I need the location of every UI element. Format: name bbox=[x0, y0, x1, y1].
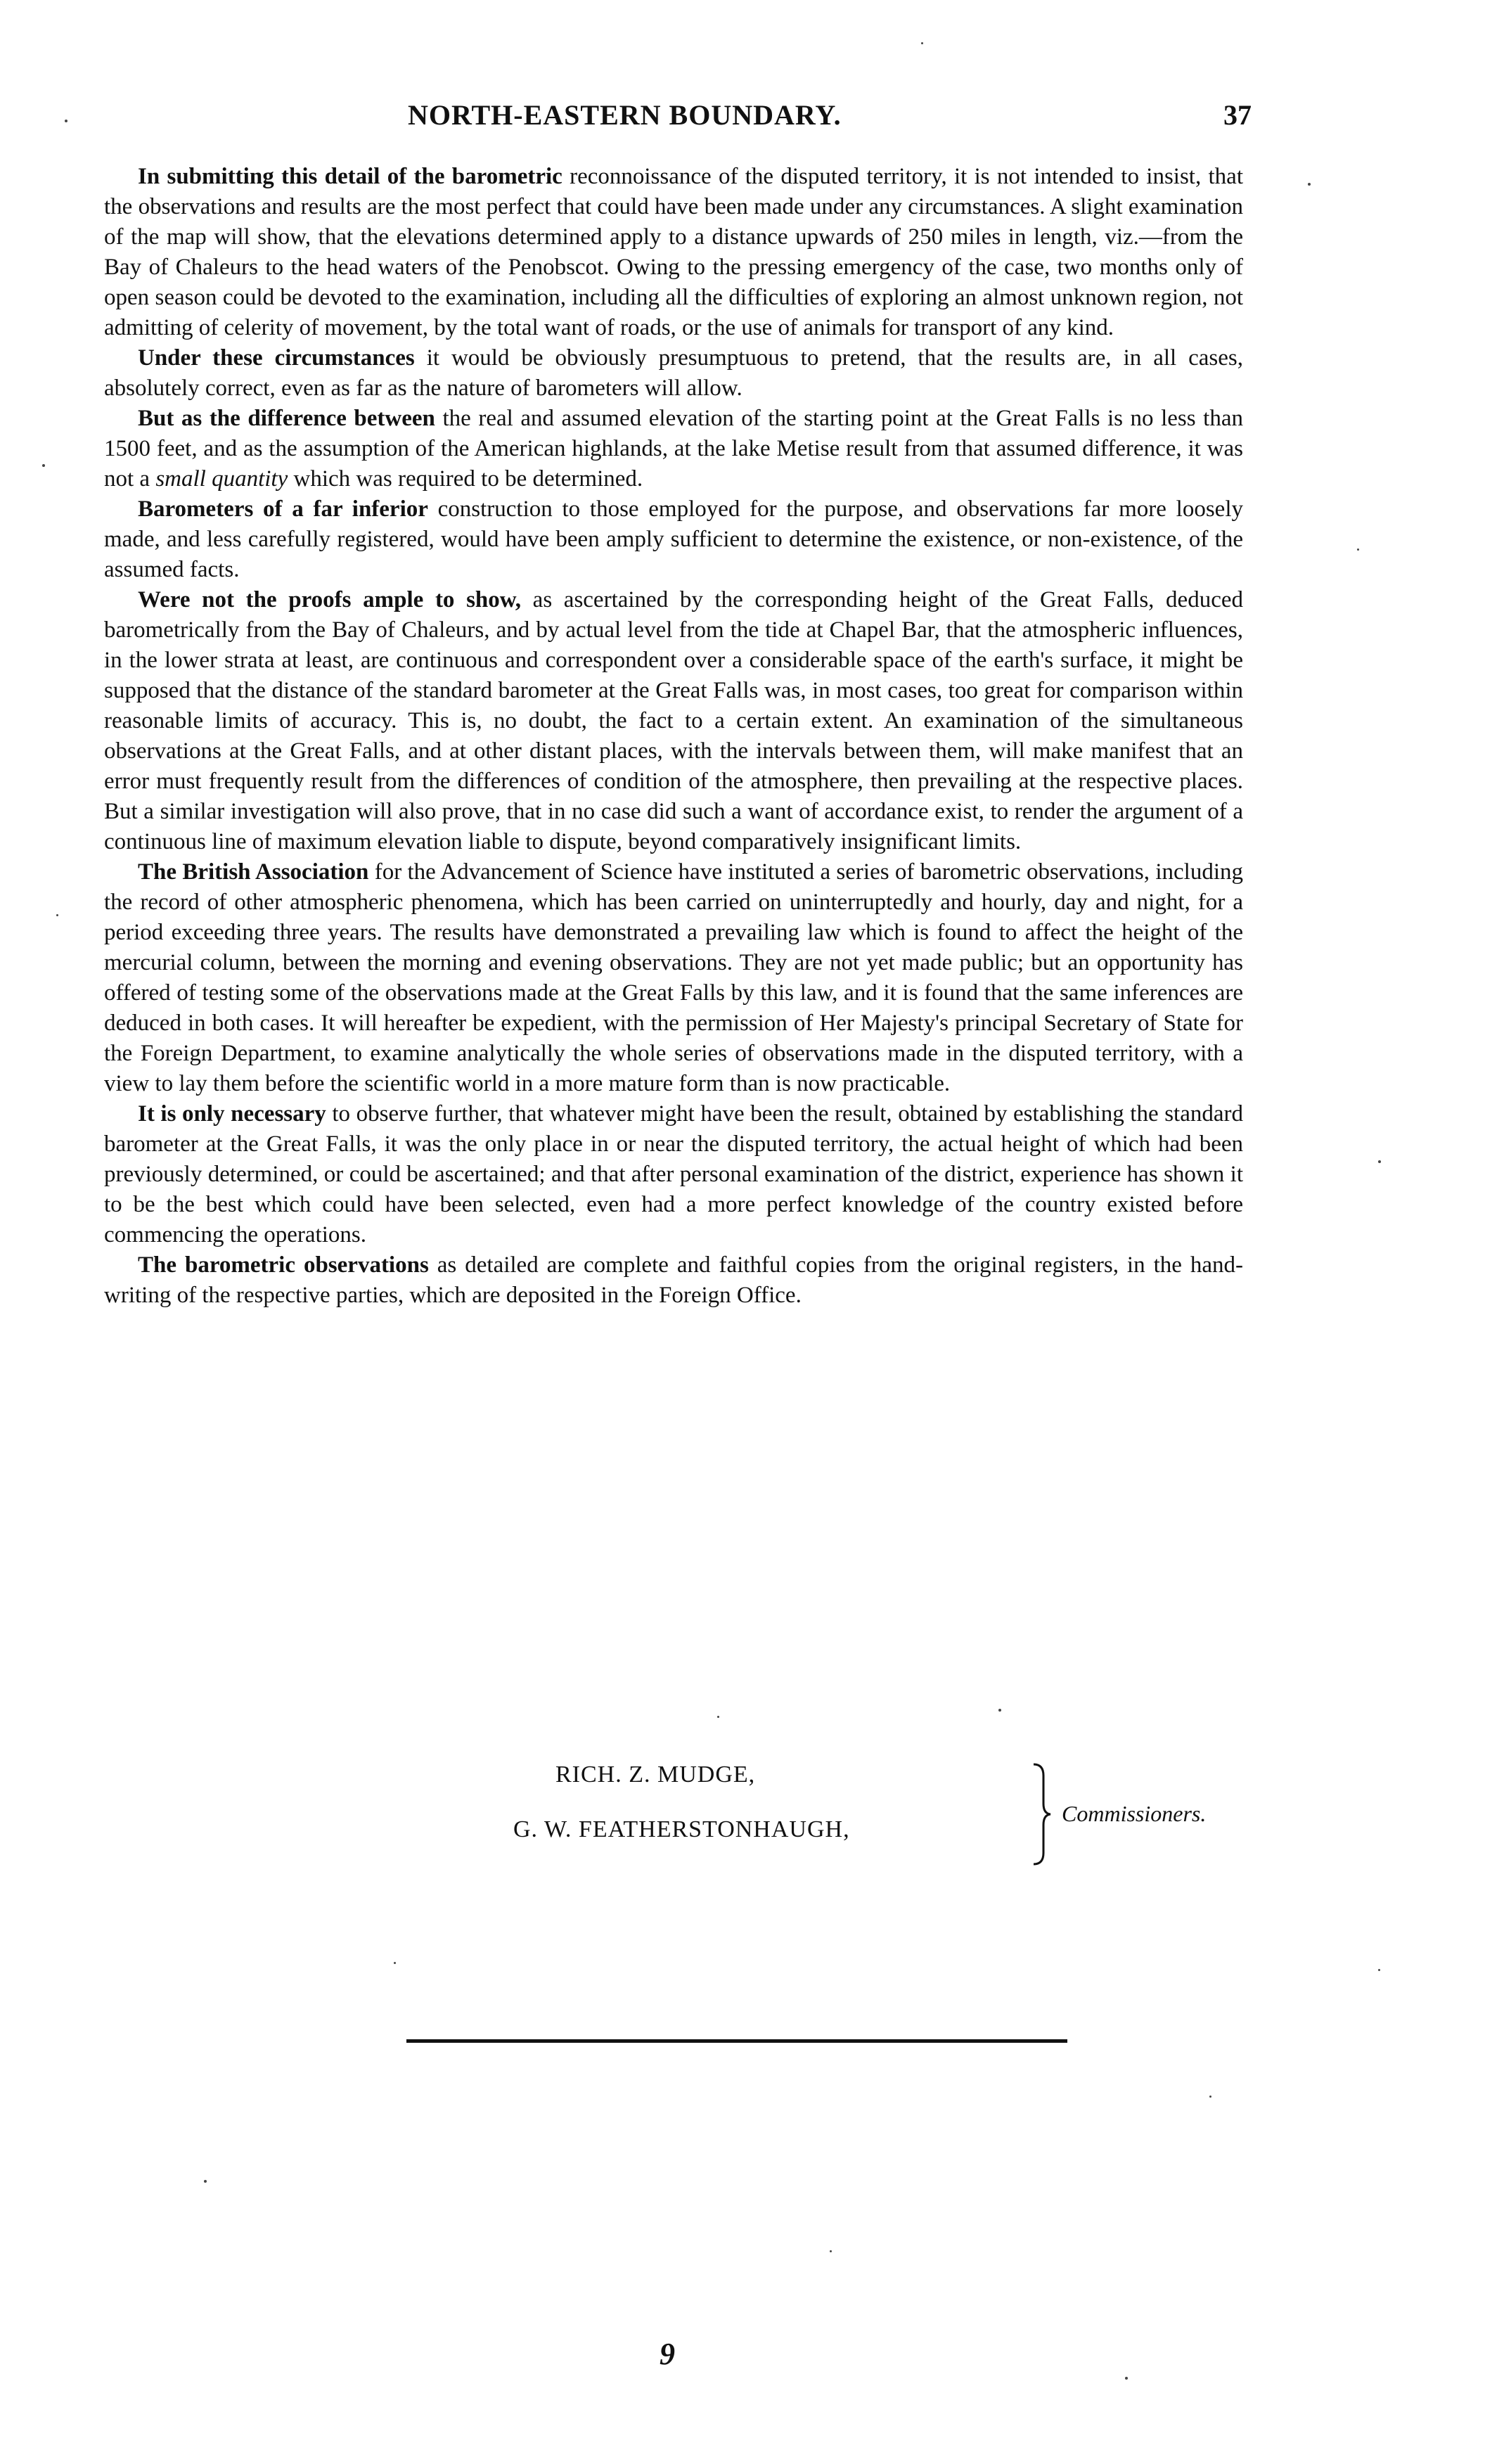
scan-speck bbox=[998, 1709, 1001, 1712]
running-head bbox=[0, 98, 1485, 141]
paragraph bbox=[104, 857, 1243, 1099]
paragraph-text: for the Advancement of Science have instituted a series of barometric observations, including the record of other atmospheric phenomena, which has been carried on uninterruptedly and hourly, day and night, for a period exceeding three years. The results have demonstrated a prevailing law which is found to affect the height of the mercurial column, between the morning and evening observations. They are not yet made public; but an opportunity has offered of testing some of the observations made at the Great Falls by this law, and it is found that the same inferences are deduced in both cases. It will hereafter be expedient, with the permission of Her Majesty's principal Secretary of State for the Foreign Department, to examine analytically the whole series of observations made in the disputed territory, with a view to lay them before the scientific world in a more mature form than is now practicable. bbox=[104, 859, 1243, 1096]
paragraph bbox=[104, 162, 1243, 343]
scan-speck bbox=[830, 2250, 832, 2252]
paragraph-lead: Were not the proofs ample to show, bbox=[138, 587, 522, 612]
scan-speck bbox=[1378, 1969, 1380, 1971]
signatory-role: Commissioners. bbox=[1062, 1801, 1207, 1826]
signatory-name: RICH. Z. MUDGE, bbox=[555, 1762, 756, 1788]
paragraph-lead: The British Association bbox=[138, 859, 369, 885]
paragraph bbox=[104, 585, 1243, 857]
scan-speck bbox=[921, 42, 923, 44]
paragraph-lead: It is only necessary bbox=[138, 1101, 326, 1127]
scan-speck bbox=[717, 1716, 719, 1718]
footer-rule bbox=[406, 2039, 1067, 2043]
paragraph-lead: Barometers of a far inferior bbox=[138, 496, 428, 522]
paragraph-tail: which was required to be determined. bbox=[288, 466, 643, 492]
paragraph bbox=[104, 1250, 1243, 1311]
scan-speck bbox=[1378, 1160, 1381, 1163]
scan-speck bbox=[204, 2180, 207, 2183]
paragraph-text: as ascertained by the corresponding height of the Great Falls, deduced barometrically from the Bay of Chaleurs, and by actual level from the tide at Chapel Bar, that the atmospheric influences, in the lower strata at least, are continuous and correspondent over a considerable space of the earth's surface, it might be supposed that the distance of the standard barometer at the Great Falls was, in most cases, too great for comparison within reasonable limits of accuracy. This is, no doubt, the fact to a certain extent. An examination of the simultaneous observations at the Great Falls, and at other distant places, with the intervals between them, will make manifest that an error must frequently result from the differences of condition of the atmosphere, then prevailing at the respective places. But a similar investigation will also prove, that in no case did such a want of accordance exist, to render the argument of a continuous line of maximum elevation liable to dispute, beyond comparatively insignificant limits. bbox=[104, 587, 1243, 854]
scan-speck bbox=[65, 120, 68, 122]
paragraph-lead: The barometric observations bbox=[138, 1252, 429, 1278]
paragraph-text: it would be obviously presumptuous to pretend, that the results are, in all cases, absolutely correct, even as far as the nature of barometers will allow. bbox=[104, 345, 1244, 401]
paragraph-text: as detailed are complete and faithful copies from the original registers, in the hand-writing of the respective parties, which are deposited in the Foreign Office. bbox=[104, 1252, 1243, 1308]
paragraph-text: reconnoissance of the disputed territory, it is not intended to insist, that the observations and results are the most perfect that could have been made under any circumstances. A slight examination of the map will show, that the elevations determined apply to a distance upwards of 250 miles in length, viz.—from the Bay of Chaleurs to the head waters of the Penobscot. Owing to the pressing emergency of the case, two months only of open season could be devoted to the examination, including all the difficulties of exploring an almost unknown region, not admitting of celerity of movement, by the total want of roads, or the use of animals for transport of any kind. bbox=[104, 164, 1243, 340]
page-title: NORTH-EASTERN BOUNDARY. bbox=[408, 99, 842, 131]
scan-speck bbox=[1357, 548, 1359, 551]
paragraph-emphasis: small quantity bbox=[155, 466, 288, 492]
scan-speck bbox=[42, 464, 45, 467]
paragraph-text: construction to those employed for the purpose, and observations far more loosely made, and less carefully registered, would have been amply sufficient to determine the existence, or non-existence, of the assumed facts. bbox=[104, 496, 1243, 582]
paragraph-text: the real and assumed elevation of the starting point at the Great Falls is no less than 1500 feet, and as the assumption of the American highlands, at the lake Metise result from that assumed difference, it was not a bbox=[104, 406, 1243, 492]
paragraph-text: to observe further, that whatever might have been the result, obtained by establishing the standard barometer at the Great Falls, it was the only place in or near the disputed territory, the actual height of which had been previously determined, or could be ascertained; and that after personal examination of the district, experience has shown it to be the best which could have been selected, even had a more perfect knowledge of the country existed before commencing the operations. bbox=[104, 1101, 1243, 1247]
page-number: 37 bbox=[1223, 99, 1252, 131]
scan-speck bbox=[1209, 2096, 1211, 2098]
scan-speck bbox=[394, 1962, 396, 1964]
signature-block bbox=[0, 1762, 1485, 1874]
paragraph-lead: In submitting this detail of the barometric bbox=[138, 164, 562, 189]
scan-speck bbox=[1125, 2377, 1128, 2380]
paragraph bbox=[104, 494, 1243, 585]
paragraph-lead: Under these circumstances bbox=[138, 345, 415, 371]
paragraph bbox=[104, 343, 1243, 404]
paragraph bbox=[104, 1099, 1243, 1250]
body-text bbox=[104, 162, 1243, 1311]
scan-speck bbox=[1308, 183, 1311, 186]
scan-speck bbox=[56, 914, 58, 916]
signature-mark: 9 bbox=[660, 2337, 675, 2371]
paragraph bbox=[104, 404, 1243, 494]
signatory-name: G. W. FEATHERSTONHAUGH, bbox=[513, 1816, 850, 1842]
paragraph-lead: But as the difference between bbox=[138, 406, 435, 431]
brace-icon bbox=[1031, 1762, 1052, 1867]
